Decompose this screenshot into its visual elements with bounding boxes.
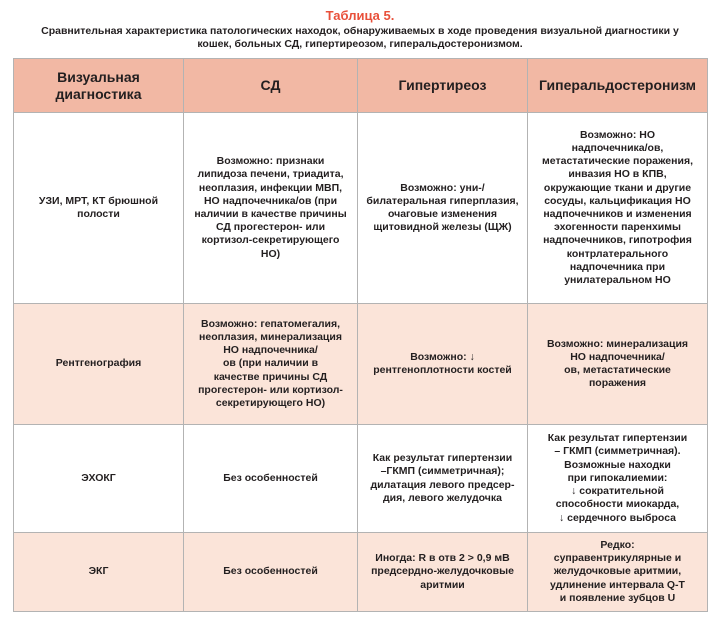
method-cell: Рентгенография: [14, 304, 184, 425]
table-subtitle: Сравнительная характеристика патологических находок, обнаруживаемых в ходе проведения визуальной диагностики у кошек, больных СД, гипертиреозом, гиперальдостеронизмом.: [41, 25, 679, 50]
method-cell: ЭКГ: [14, 533, 184, 612]
table-row: [14, 304, 708, 425]
method-cell: ЭХОКГ: [14, 425, 184, 533]
table-row: [14, 113, 708, 304]
hyperaldo-cell: Как результат гипертензии – ГКМП (симметричная). Возможные находки при гипокалиемии: ↓ сократительной способности миокарда, ↓ сердечного выброса: [528, 425, 708, 533]
hyperthyroid-cell: Возможно: уни-/ билатеральная гиперплазия, очаговые изменения щитовидной железы (ЩЖ): [358, 113, 528, 304]
header-hyperaldosteronism: Гиперальдостеронизм: [528, 59, 708, 113]
table-row: [14, 425, 708, 533]
table-row: [14, 533, 708, 612]
method-cell: УЗИ, МРТ, КТ брюшной полости: [14, 113, 184, 304]
table-caption: Таблица 5.: [325, 8, 395, 23]
hyperaldo-cell: Возможно: НО надпочечника/ов, метастатические поражения, инвазия НО в КПВ, окружающие ткани и другие сосуды, кальцификация НО надпочечников и изменения эхогенности паренхимы надпочечников, гипотрофия контрлатерального надпочечника при унилатеральном НО: [528, 113, 708, 304]
sd-cell: Без особенностей: [184, 425, 358, 533]
header-visual-diagnostics: Визуальная диагностика: [14, 59, 184, 113]
hyperthyroid-cell: Возможно: ↓ рентгеноплотности костей: [358, 304, 528, 425]
comparison-table: [13, 58, 708, 612]
sd-cell: Возможно: гепатомегалия, неоплазия, минерализация НО надпочечника/ ов (при наличии в качестве причины СД прогестерон- или кортизол- секретирующего НО): [184, 304, 358, 425]
sd-cell: Без особенностей: [184, 533, 358, 612]
sd-cell: Возможно: признаки липидоза печени, триадита, неоплазия, инфекции МВП, НО надпочечника/ов (при наличии в качестве причины СД прогестерон- или кортизол-секретирующего НО): [184, 113, 358, 304]
header-sd: СД: [184, 59, 358, 113]
header-hyperthyroidism: Гипертиреоз: [358, 59, 528, 113]
table-header-row: [14, 59, 708, 113]
hyperaldo-cell: Редко: суправентрикулярные и желудочковые аритмии, удлинение интервала Q-T и появление зубцов U: [528, 533, 708, 612]
hyperaldo-cell: Возможно: минерализация НО надпочечника/ ов, метастатические поражения: [528, 304, 708, 425]
hyperthyroid-cell: Иногда: R в отв 2 > 0,9 мВ предсердно-желудочковые аритмии: [358, 533, 528, 612]
hyperthyroid-cell: Как результат гипертензии –ГКМП (симметричная); дилатация левого предсер- дия, левого желудочка: [358, 425, 528, 533]
